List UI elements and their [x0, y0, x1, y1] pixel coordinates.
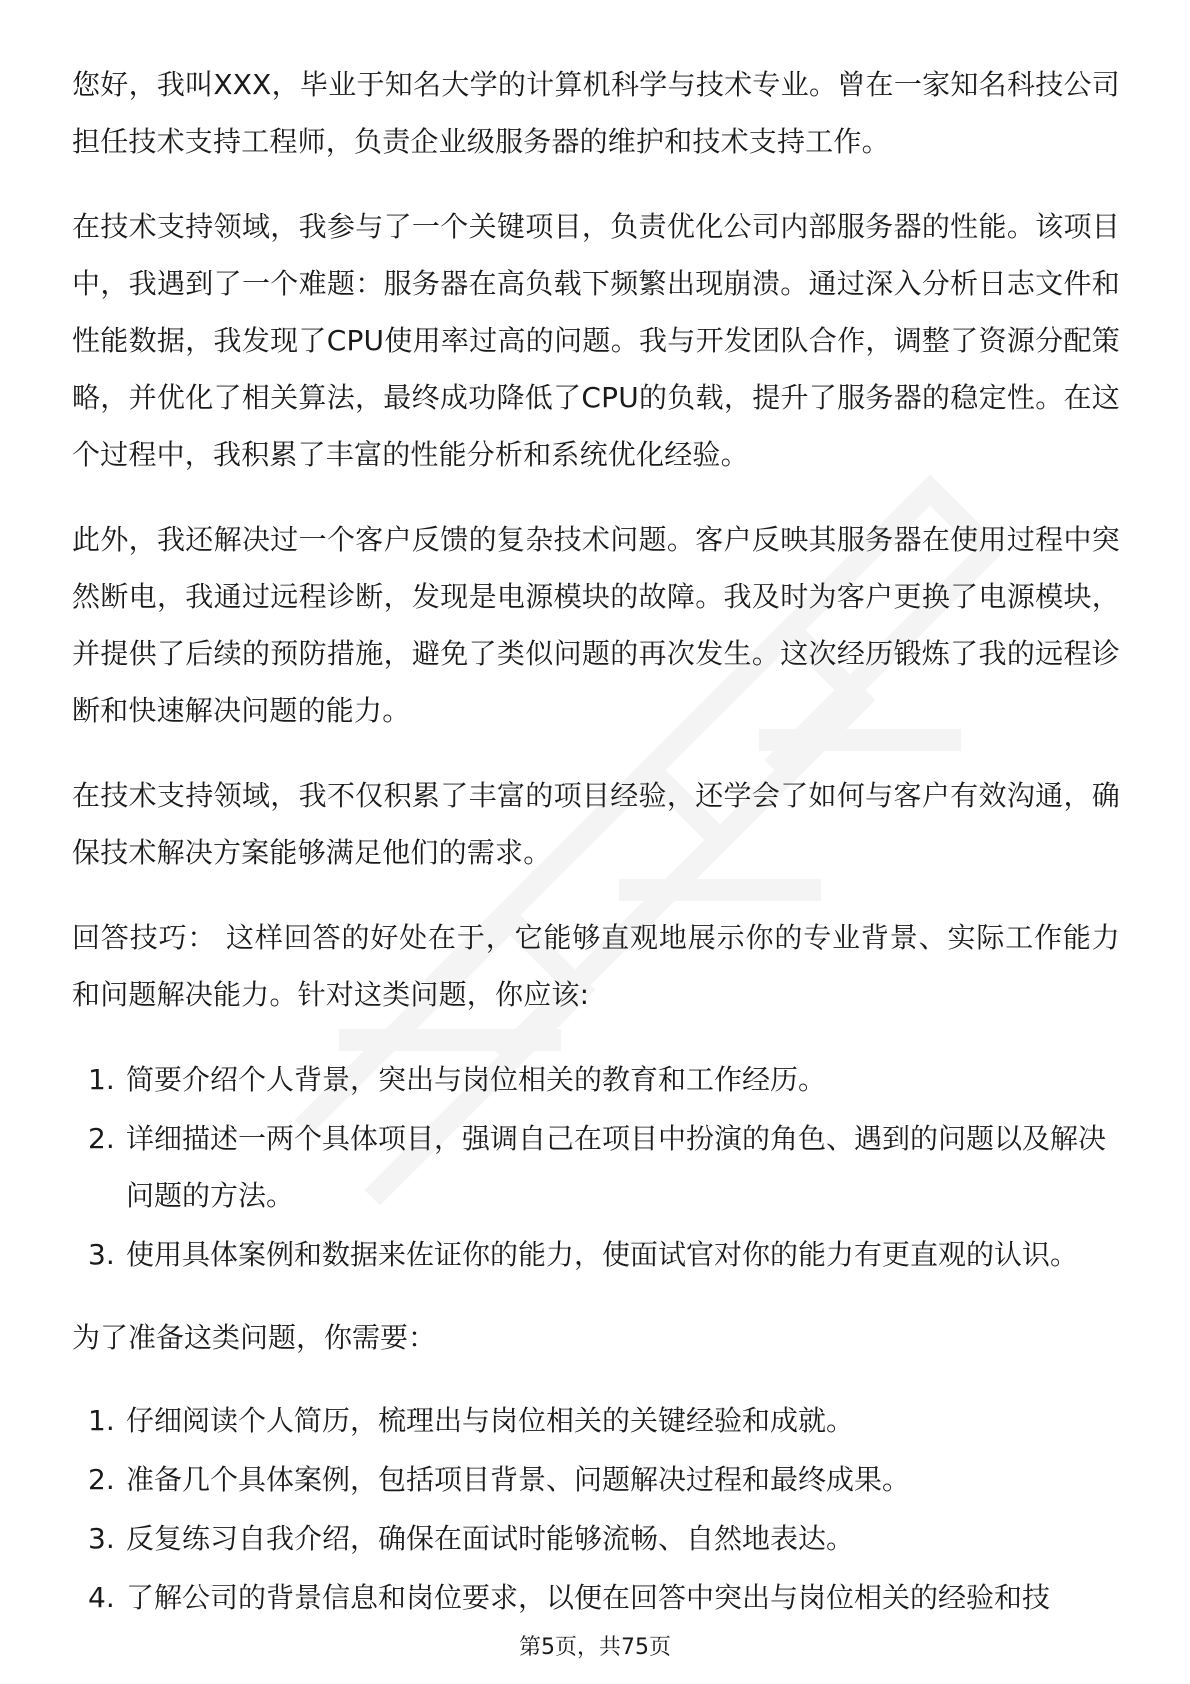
- list-number: 1.: [88, 1063, 115, 1096]
- list-item: [72, 1510, 1120, 1567]
- document-body: [72, 56, 1120, 1652]
- tips-paragraph: 回答技巧： 这样回答的好处在于，它能够直观地展示你的专业背景、实际工作能力和问题解决能力。针对这类问题，你应该:: [72, 921, 1120, 1011]
- prepare-list: [72, 1392, 1120, 1626]
- prepare-heading: 为了准备这类问题，你需要：: [72, 1321, 437, 1354]
- list-text: 准备几个具体案例，包括项目背景、问题解决过程和最终成果。: [126, 1463, 911, 1496]
- summary-paragraph: 在技术支持领域，我不仅积累了丰富的项目经验，还学会了如何与客户有效沟通，确保技术解决方案能够满足他们的需求。: [72, 779, 1120, 869]
- list-text: 详细描述一两个具体项目，强调自己在项目中扮演的角色、遇到的问题以及解决问题的方法。: [126, 1122, 1107, 1212]
- list-number: 3.: [88, 1522, 115, 1555]
- list-item: [72, 1451, 1120, 1508]
- list-number: 3.: [88, 1238, 115, 1271]
- customer-issue-paragraph: 此外，我还解决过一个客户反馈的复杂技术问题。客户反映其服务器在使用过程中突然断电，我通过远程诊断，发现是电源模块的故障。我及时为客户更换了电源模块，并提供了后续的预防措施，避免了类似问题的再次发生。这次经历锻炼了我的远程诊断和快速解决问题的能力。: [72, 523, 1120, 727]
- list-item: [72, 1051, 1120, 1108]
- tips-list: [72, 1051, 1120, 1283]
- list-number: 1.: [88, 1404, 115, 1437]
- project-paragraph: 在技术支持领域，我参与了一个关键项目，负责优化公司内部服务器的性能。该项目中，我遇到了一个难题：服务器在高负载下频繁出现崩溃。通过深入分析日志文件和性能数据，我发现了CPU使用率过高的问题。我与开发团队合作，调整了资源分配策略，并优化了相关算法，最终成功降低了CPU的负载，提升了服务器的稳定性。在这个过程中，我积累了丰富的性能分析和系统优化经验。: [72, 210, 1120, 471]
- list-number: 2.: [88, 1463, 115, 1496]
- list-item: [72, 1392, 1120, 1449]
- list-item: [72, 1110, 1120, 1224]
- list-number: 4.: [88, 1581, 115, 1614]
- list-text: 了解公司的背景信息和岗位要求，以便在回答中突出与岗位相关的经验和技: [126, 1581, 1051, 1614]
- list-text: 仔细阅读个人简历，梳理出与岗位相关的关键经验和成就。: [126, 1404, 855, 1437]
- intro-paragraph: 您好，我叫XXX，毕业于知名大学的计算机科学与技术专业。曾在一家知名科技公司担任技术支持工程师，负责企业级服务器的维护和技术支持工作。: [72, 68, 1120, 158]
- list-text: 简要介绍个人背景，突出与岗位相关的教育和工作经历。: [126, 1063, 827, 1096]
- list-item: [72, 1569, 1120, 1626]
- page-number-footer: 第5页，共75页: [519, 1635, 671, 1660]
- list-item: [72, 1226, 1120, 1283]
- list-text: 反复练习自我介绍，确保在面试时能够流畅、自然地表达。: [126, 1522, 855, 1555]
- list-number: 2.: [88, 1122, 115, 1155]
- list-text: 使用具体案例和数据来佐证你的能力，使面试官对你的能力有更直观的认识。: [126, 1238, 1079, 1271]
